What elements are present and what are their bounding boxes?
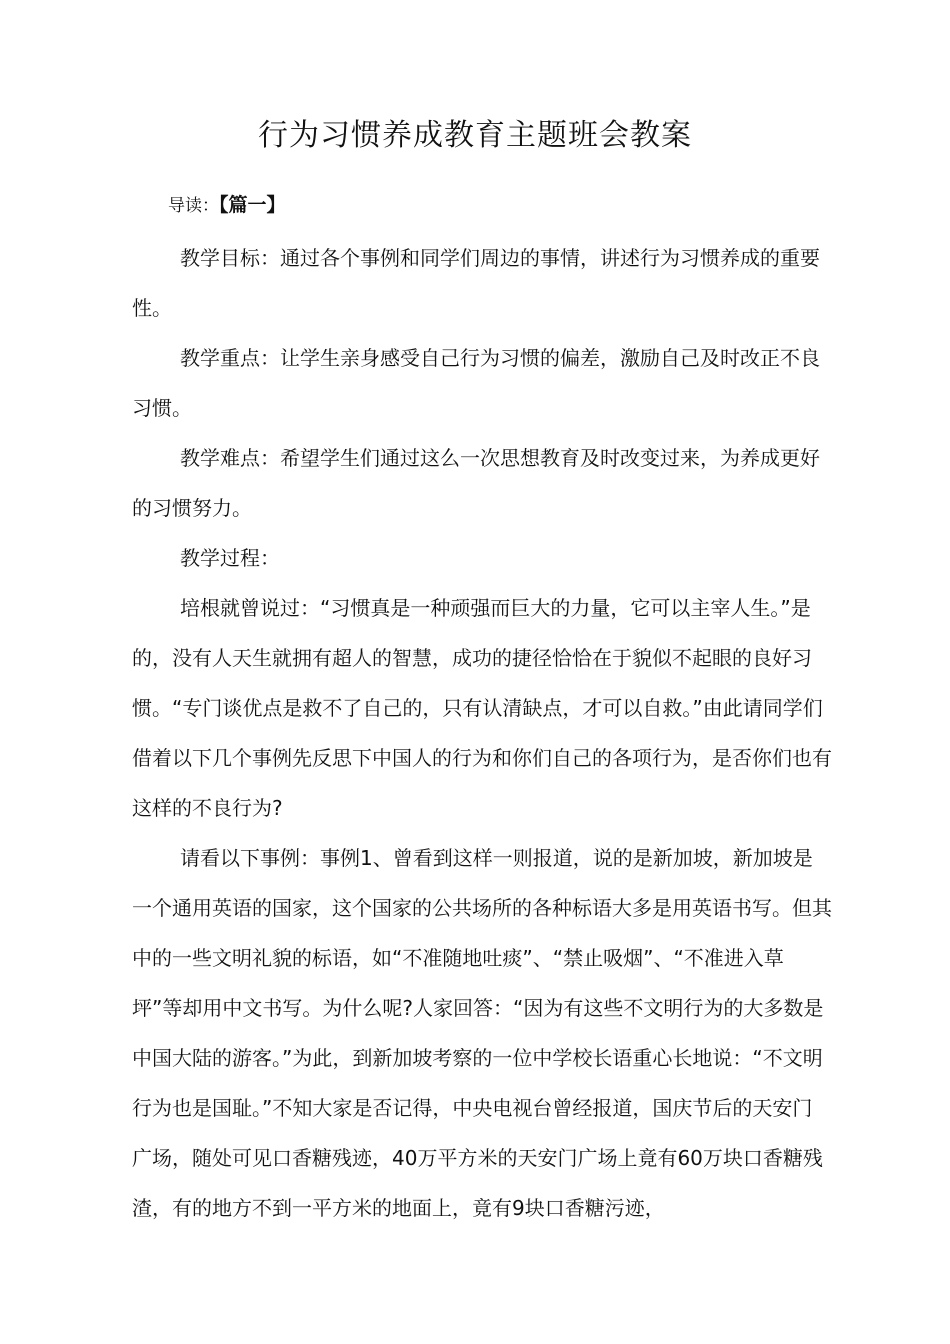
- document-title: 行为习惯养成教育主题班会教案: [258, 118, 692, 153]
- paragraph-objective: 教学目标：通过各个事例和同学们周边的事情，讲述行为习惯养成的重要性。: [132, 246, 820, 320]
- paragraph-focus: 教学重点：让学生亲身感受自己行为习惯的偏差，激励自己及时改正不良习惯。: [132, 346, 820, 420]
- paragraph-examples: 请看以下事例：事例1、曾看到这样一则报道，说的是新加坡，新加坡是一个通用英语的国家，这个国家的公共场所的各种标语大多是用英语书写。但其中的一些文明礼貌的标语，如“不准随地吐痰”、“禁止吸烟”、“不准进入草坪”等却用中文书写。为什么呢?人家回答：“因为有这些不文明行为的大多数是中国大陆的游客。”为此，到新加坡考察的一位中学校长语重心长地说：“不文明行为也是国耻。”不知大家是否记得，中央电视台曾经报道，国庆节后的天安门广场，随处可见口香糖残迹，40万平方米的天安门广场上竟有60万块口香糖残渣，有的地方不到一平方米的地面上，竟有9块口香糖污迹，: [132, 846, 832, 1220]
- guide-section: 【篇一】: [219, 194, 286, 216]
- paragraph-process-heading: 教学过程：: [180, 546, 280, 570]
- paragraph-difficulty: 教学难点：希望学生们通过这么一次思想教育及时改变过来，为养成更好的习惯努力。: [132, 446, 820, 520]
- document-body: [132, 233, 832, 1233]
- guide-label: 导读：: [168, 196, 219, 216]
- paragraph-bacon-quote: 培根就曾说过：“习惯真是一种顽强而巨大的力量，它可以主宰人生。”是的，没有人天生就拥有超人的智慧，成功的捷径恰恰在于貌似不起眼的良好习惯。“专门谈优点是救不了自己的，只有认清缺点，才可以自救。”由此请同学们借着以下几个事例先反思下中国人的行为和你们自己的各项行为，是否你们也有这样的不良行为?: [132, 596, 832, 820]
- guide-line: [168, 190, 286, 217]
